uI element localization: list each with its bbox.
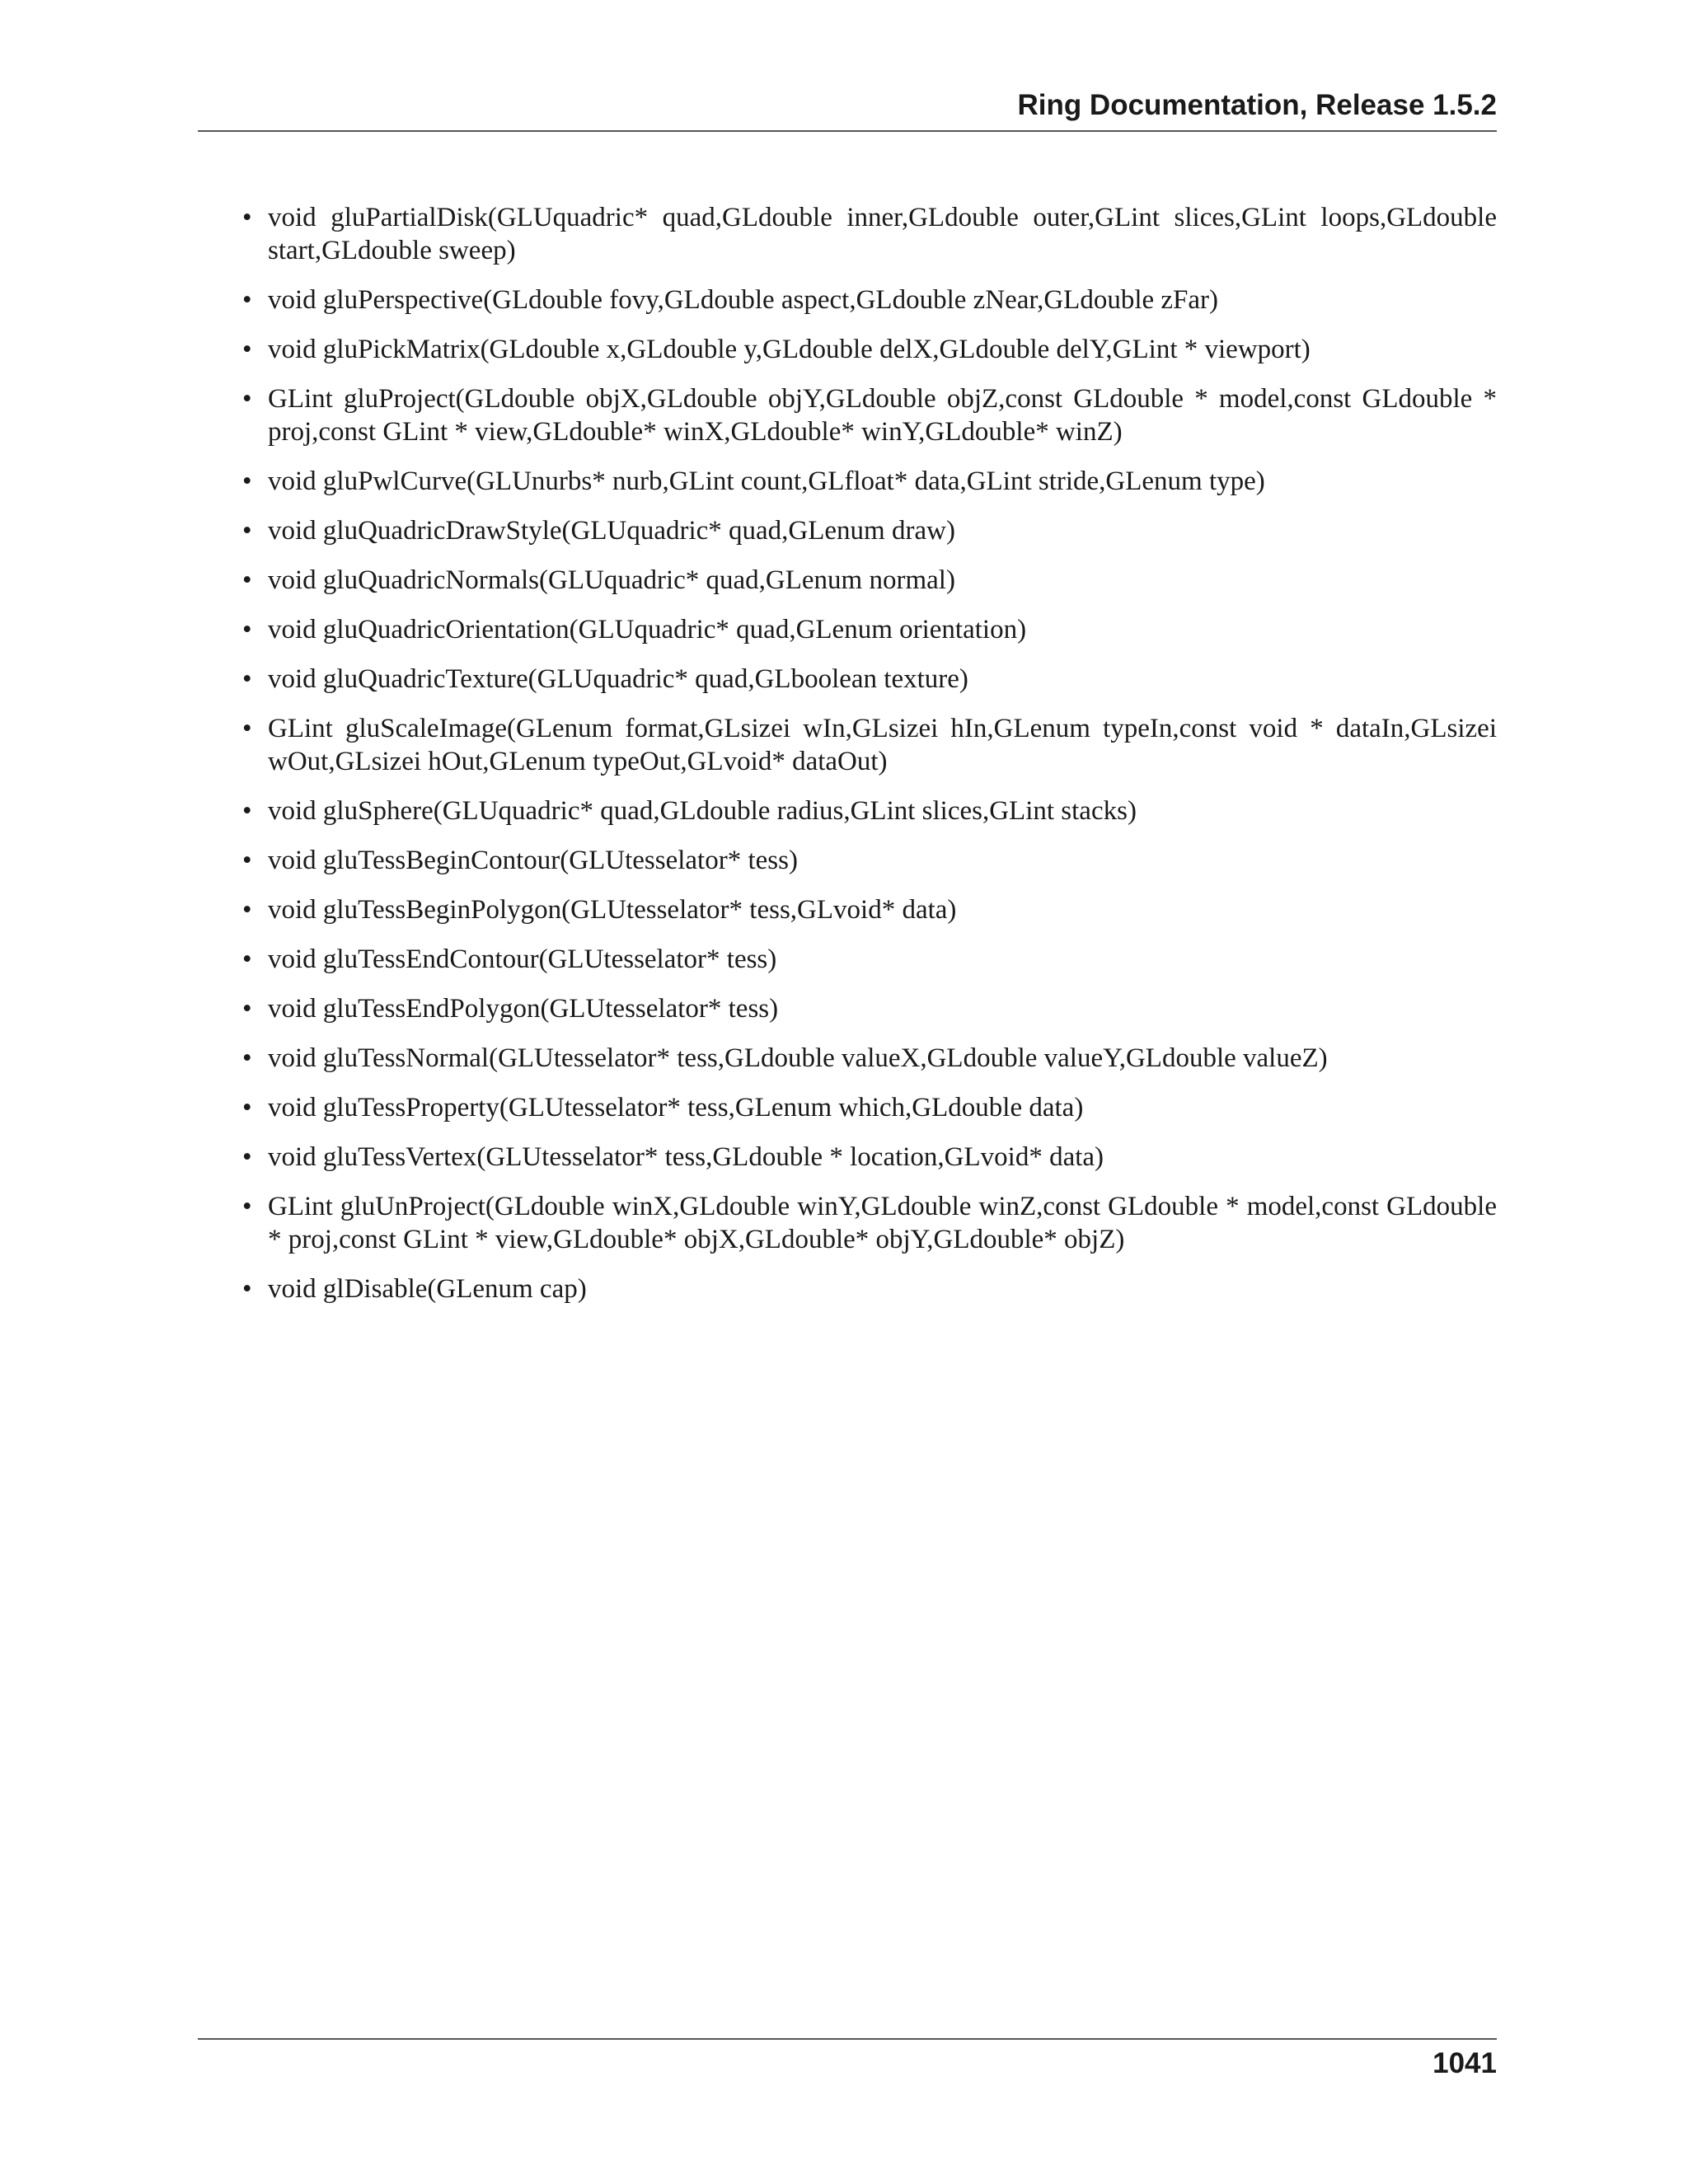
- list-item: [239, 284, 1497, 316]
- bullet: •: [242, 335, 252, 364]
- list-item: [239, 992, 1497, 1025]
- running-header: Ring Documentation, Release 1.5.2: [1017, 89, 1497, 121]
- list-item: [239, 1091, 1497, 1124]
- bullet: •: [242, 466, 252, 496]
- list-item: [239, 1042, 1497, 1075]
- list-item: [239, 1272, 1497, 1305]
- function-signature: void gluTessBeginPolygon(GLUtesselator* tess,GLvoid* data): [268, 895, 957, 925]
- bullet: •: [242, 994, 252, 1024]
- list-item: [239, 613, 1497, 646]
- list-item: [239, 1190, 1497, 1256]
- bullet: •: [242, 565, 252, 595]
- function-signature: void gluQuadricNormals(GLUquadric* quad,GLenum normal): [268, 565, 955, 595]
- function-signature: GLint gluProject(GLdouble objX,GLdouble objY,GLdouble objZ,const GLdouble * model,const GLdouble * proj,const GLint * view,GLdouble* winX,GLdouble* winY,GLdouble* winZ): [268, 384, 1497, 447]
- list-item: [239, 564, 1497, 597]
- bullet: •: [242, 1093, 252, 1122]
- list-item: [239, 712, 1497, 778]
- list-item: [239, 382, 1497, 448]
- bullet: •: [242, 203, 252, 232]
- function-list: [239, 201, 1497, 1322]
- function-signature: void gluSphere(GLUquadric* quad,GLdouble radius,GLint slices,GLint stacks): [268, 796, 1137, 826]
- bullet: •: [242, 1274, 252, 1304]
- function-signature: void gluPwlCurve(GLUnurbs* nurb,GLint count,GLfloat* data,GLint stride,GLenum type): [268, 466, 1265, 496]
- function-signature: void gluPartialDisk(GLUquadric* quad,GLdouble inner,GLdouble outer,GLint slices,GLint loops,GLdouble start,GLdouble sweep): [268, 203, 1497, 265]
- function-signature: void gluQuadricOrientation(GLUquadric* quad,GLenum orientation): [268, 615, 1027, 644]
- function-signature: void gluTessVertex(GLUtesselator* tess,GLdouble * location,GLvoid* data): [268, 1142, 1104, 1172]
- bullet: •: [242, 285, 252, 315]
- function-signature: void gluTessEndPolygon(GLUtesselator* tess): [268, 994, 779, 1024]
- list-item: [239, 844, 1497, 877]
- list-item: [239, 201, 1497, 267]
- list-item: [239, 465, 1497, 498]
- function-signature: void gluPerspective(GLdouble fovy,GLdouble aspect,GLdouble zNear,GLdouble zFar): [268, 285, 1219, 315]
- function-signature: void gluTessEndContour(GLUtesselator* tess): [268, 944, 777, 974]
- function-signature: void gluTessProperty(GLUtesselator* tess,GLenum which,GLdouble data): [268, 1093, 1084, 1122]
- bullet: •: [242, 944, 252, 974]
- bullet: •: [242, 516, 252, 546]
- function-signature: void gluTessNormal(GLUtesselator* tess,GLdouble valueX,GLdouble valueY,GLdouble valueZ): [268, 1043, 1328, 1073]
- list-item: [239, 333, 1497, 366]
- bullet: •: [242, 1043, 252, 1073]
- footer-divider: [198, 2038, 1497, 2040]
- header-divider: [198, 130, 1497, 132]
- list-item: [239, 514, 1497, 547]
- bullet: •: [242, 714, 252, 743]
- bullet: •: [242, 664, 252, 694]
- list-item: [239, 943, 1497, 976]
- list-item: [239, 663, 1497, 696]
- bullet: •: [242, 1142, 252, 1172]
- bullet: •: [242, 615, 252, 644]
- list-item: [239, 794, 1497, 827]
- function-signature: void gluTessBeginContour(GLUtesselator* tess): [268, 846, 798, 875]
- bullet: •: [242, 384, 252, 414]
- function-signature: void gluQuadricDrawStyle(GLUquadric* quad,GLenum draw): [268, 516, 955, 546]
- function-signature: void gluPickMatrix(GLdouble x,GLdouble y,GLdouble delX,GLdouble delY,GLint * viewport): [268, 335, 1311, 364]
- function-signature: void glDisable(GLenum cap): [268, 1274, 587, 1304]
- bullet: •: [242, 895, 252, 925]
- bullet: •: [242, 796, 252, 826]
- bullet: •: [242, 1192, 252, 1221]
- list-item: [239, 1141, 1497, 1174]
- function-signature: GLint gluUnProject(GLdouble winX,GLdouble winY,GLdouble winZ,const GLdouble * model,const GLdouble * proj,const GLint * view,GLdouble* objX,GLdouble* objY,GLdouble* objZ): [268, 1192, 1497, 1254]
- page-number: 1041: [1432, 2047, 1497, 2079]
- list-item: [239, 893, 1497, 926]
- function-signature: GLint gluScaleImage(GLenum format,GLsizei wIn,GLsizei hIn,GLenum typeIn,const void * dataIn,GLsizei wOut,GLsizei hOut,GLenum typeOut,GLvoid* dataOut): [268, 714, 1497, 776]
- bullet: •: [242, 846, 252, 875]
- function-signature: void gluQuadricTexture(GLUquadric* quad,GLboolean texture): [268, 664, 968, 694]
